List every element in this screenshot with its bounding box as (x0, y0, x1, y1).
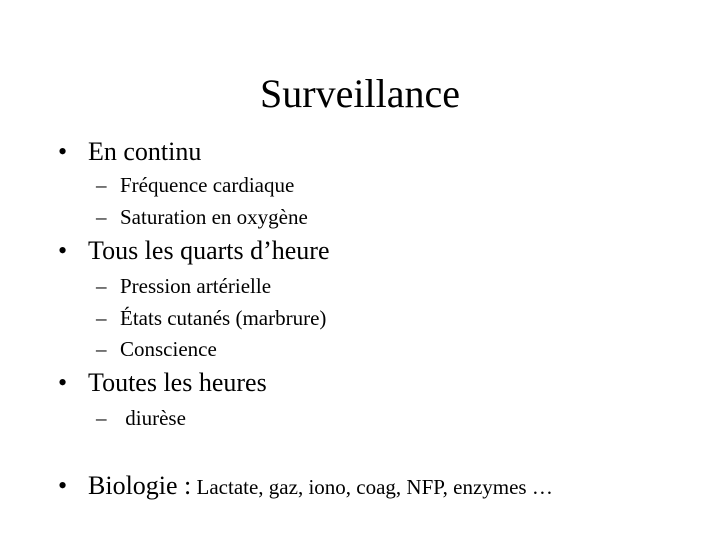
list-item (96, 305, 326, 331)
section-heading-label: Biologie : (88, 471, 192, 500)
dash-glyph: – (96, 306, 107, 330)
list-item-label: Conscience (120, 337, 217, 361)
list-item-label: Fréquence cardiaque (120, 173, 295, 197)
list-item-label: États cutanés (marbrure) (120, 306, 327, 330)
bullet-glyph: • (58, 236, 68, 265)
slide-title: Surveillance (260, 71, 460, 116)
list-item (96, 405, 186, 431)
section-heading-en-continu (58, 137, 201, 167)
section-heading-quarts-d-heure (58, 236, 330, 266)
dash-glyph: – (96, 274, 107, 298)
list-item-label: diurèse (120, 406, 186, 430)
dash-glyph: – (96, 406, 107, 430)
list-item (96, 204, 308, 230)
list-item (96, 172, 294, 198)
bullet-glyph: • (58, 471, 68, 500)
section-heading-biologie (58, 471, 553, 502)
section-heading-toutes-les-heures (58, 368, 267, 398)
bullet-glyph: • (58, 368, 68, 397)
section-heading-label: En continu (88, 137, 202, 166)
biologie-list: Lactate, gaz, iono, coag, NFP, enzymes … (191, 475, 553, 499)
bullet-glyph: • (58, 137, 68, 166)
list-item-label: Saturation en oxygène (120, 205, 308, 229)
list-item-label: Pression artérielle (120, 274, 272, 298)
dash-glyph: – (96, 205, 107, 229)
list-item (96, 273, 271, 299)
dash-glyph: – (96, 173, 107, 197)
section-heading-label: Toutes les heures (88, 368, 267, 397)
list-item (96, 336, 217, 362)
section-heading-label: Tous les quarts d’heure (88, 236, 330, 265)
dash-glyph: – (96, 337, 107, 361)
